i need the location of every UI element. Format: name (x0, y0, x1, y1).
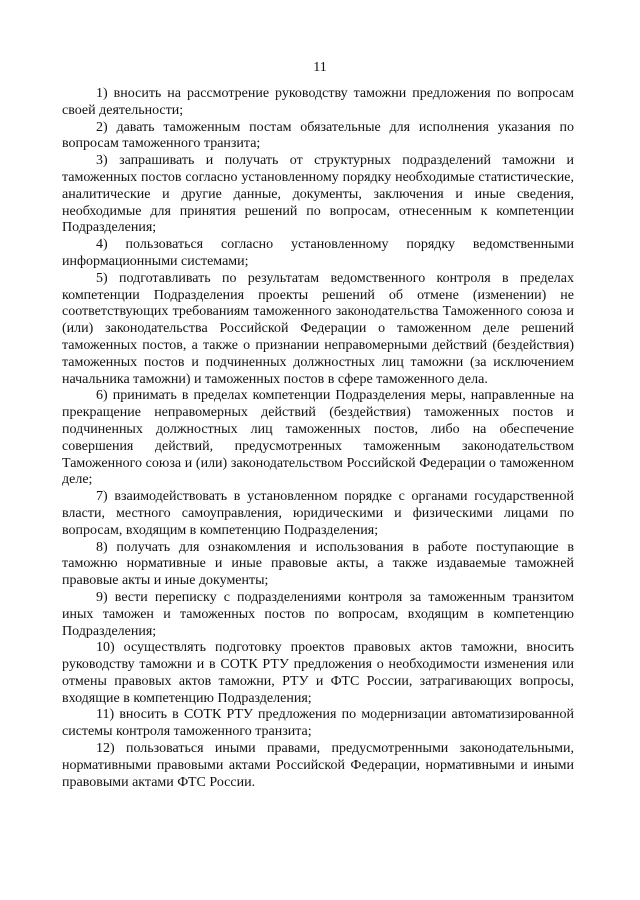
paragraph-11: 11) вносить в СОТК РТУ предложения по модернизации автоматизированной системы контроля таможенного транзита; (62, 707, 574, 740)
paragraph-9: 9) вести переписку с подразделениями контроля за таможенным транзитом иных таможен и таможенных постов по вопросам, входящим в компетенцию Подразделения; (62, 589, 574, 639)
paragraph-2: 2) давать таможенным постам обязательные для исполнения указания по вопросам таможенного транзита; (62, 119, 574, 152)
paragraph-1: 1) вносить на рассмотрение руководству таможни предложения по вопросам своей деятельности; (62, 86, 574, 118)
paragraph-3: 3) запрашивать и получать от структурных подразделений таможни и таможенных постов согласно установленному порядку необходимые статистические, аналитические и другие данные, документы, заключения и иные сведения, необходимые для принятия решений по вопросам, отнесенным к компетенции Подразделения; (62, 153, 574, 236)
paragraph-4: 4) пользоваться согласно установленному порядку ведомственными информационными системами; (62, 237, 574, 269)
paragraph-6: 6) принимать в пределах компетенции Подразделения меры, направленные на прекращение неправомерных действий (бездействия) таможенных постов и подчиненных должностных лиц таможенных постов, либо на обеспечение совершения действий, предусмотренных таможенным законодательством Таможенного союза и (или) законодательством Российской Федерации о таможенном деле; (62, 388, 574, 488)
paragraph-7: 7) взаимодействовать в установленном порядке с органами государственной власти, местного самоуправления, юридическими и физическими лицами по вопросам, входящим в компетенцию Подразделения; (62, 489, 574, 538)
paragraph-8: 8) получать для ознакомления и использования в работе поступающие в таможню нормативные и иные правовые акты, а также издаваемые таможней правовые акты и иные документы; (62, 539, 574, 589)
paragraph-12: 12) пользоваться иными правами, предусмотренными законодательными, нормативными правовыми актами Российской Федерации, нормативными и иными правовыми актами ФТС России. (62, 741, 574, 790)
paragraph-10: 10) осуществлять подготовку проектов правовых актов таможни, вносить руководству таможни и в СОТК РТУ предложения о необходимости изменения или отмены правовых актов таможни, РТУ и ФТС России, затрагивающих вопросы, входящие в компетенцию Подразделения; (62, 640, 574, 706)
document-body (62, 86, 574, 791)
page-number: 11 (313, 60, 327, 75)
paragraph-5: 5) подготавливать по результатам ведомственного контроля в пределах компетенции Подразделения проекты решений об отмене (изменении) не соответствующих требованиям таможенного законодательства Таможенного союза и (или) законодательства Российской Федерации о таможенном деле решений таможенных постов, а также о признании неправомерными действий (бездействия) таможенных постов и подчиненных должностных лиц таможни (за исключением начальника таможни) и таможенных постов в сфере таможенного дела. (62, 270, 574, 387)
